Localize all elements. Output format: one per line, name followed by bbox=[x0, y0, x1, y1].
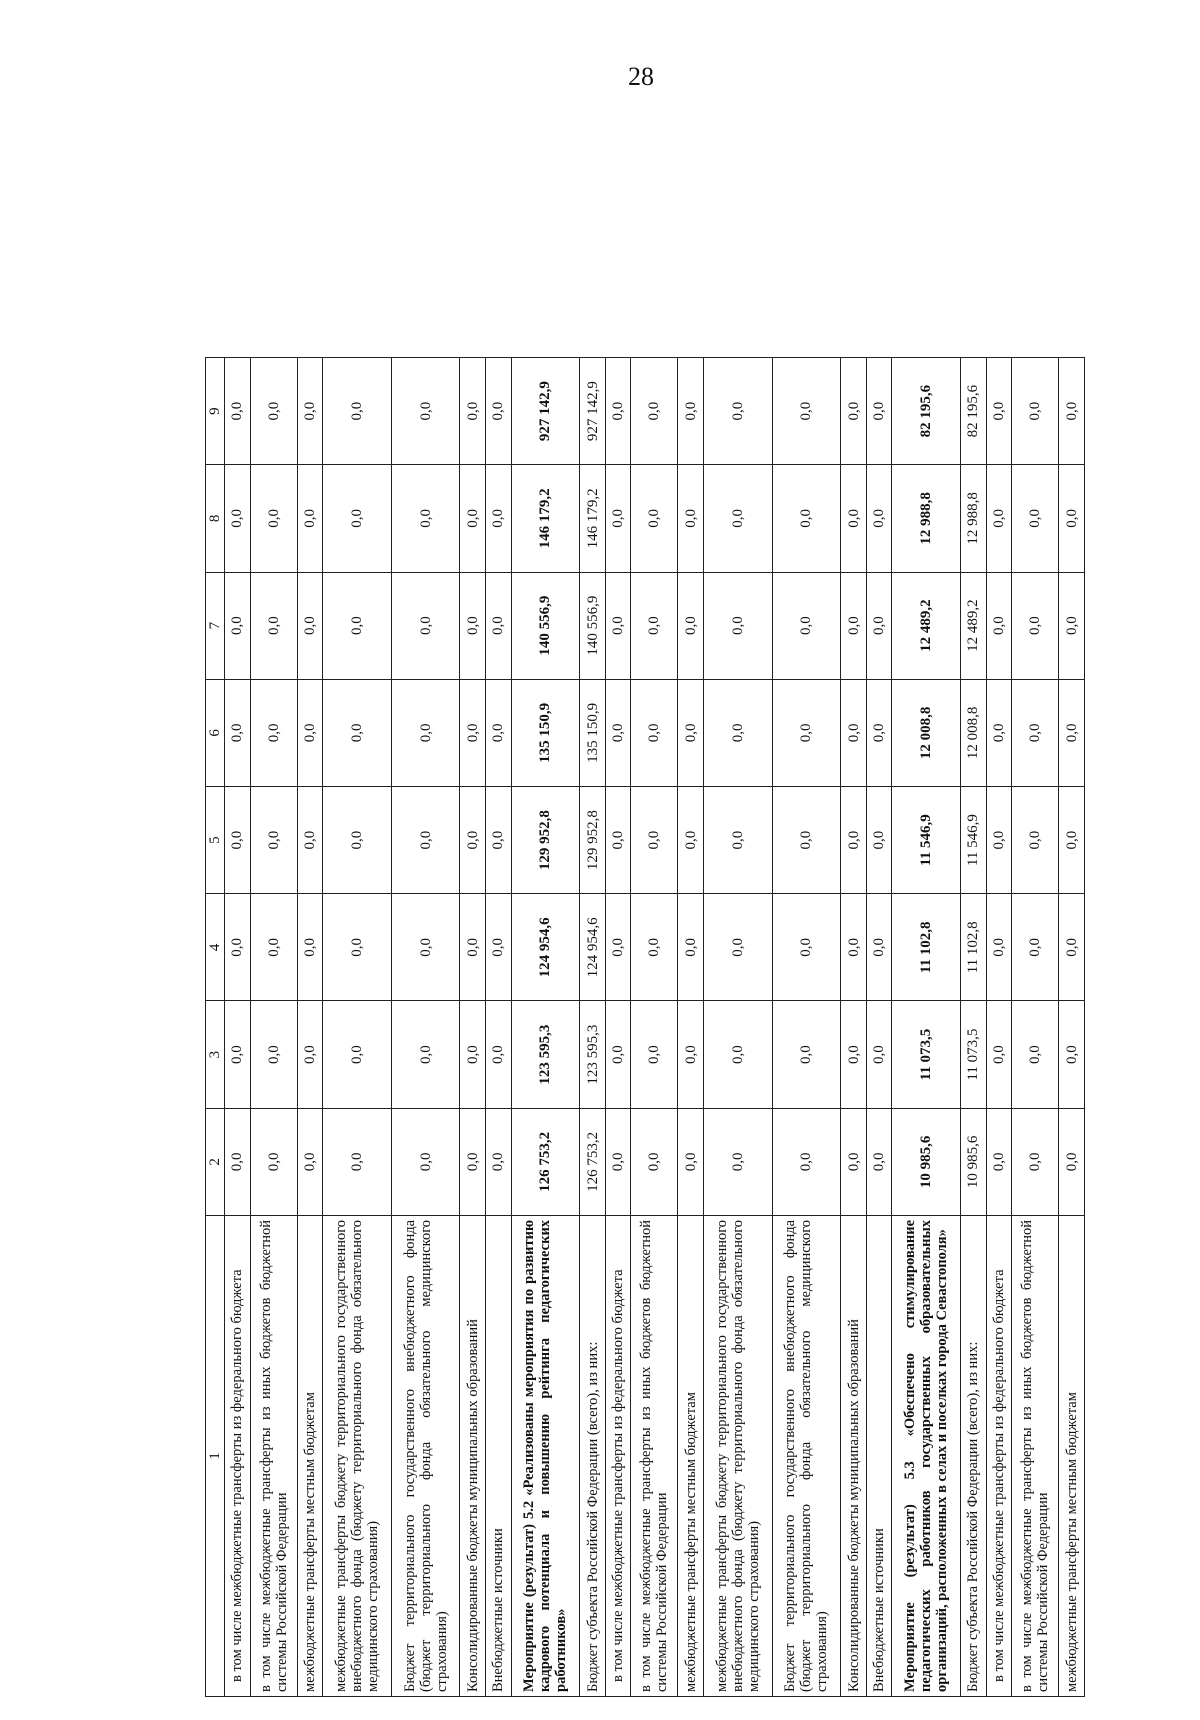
value-cell-col-4: 0,0 bbox=[605, 894, 631, 1001]
value-cell-col-2: 0,0 bbox=[772, 1108, 841, 1215]
column-header-4: 4 bbox=[206, 894, 225, 1001]
value-cell-col-6: 0,0 bbox=[605, 679, 631, 786]
table-row bbox=[323, 358, 392, 1697]
value-cell-col-2: 0,0 bbox=[841, 1108, 867, 1215]
value-cell-col-4: 0,0 bbox=[460, 894, 486, 1001]
value-cell-col-3: 0,0 bbox=[772, 1001, 841, 1108]
value-cell-col-4: 0,0 bbox=[772, 894, 841, 1001]
value-cell-col-5: 0,0 bbox=[486, 787, 512, 894]
value-cell-col-6: 0,0 bbox=[460, 679, 486, 786]
value-cell-col-9: 82 195,6 bbox=[961, 358, 987, 465]
value-cell-col-4: 124 954,6 bbox=[580, 894, 606, 1001]
column-header-5: 5 bbox=[206, 787, 225, 894]
column-header-8: 8 bbox=[206, 465, 225, 572]
value-cell-col-8: 12 988,8 bbox=[961, 465, 987, 572]
row-label: в том числе межбюджетные трансферты из федерального бюджета bbox=[225, 1215, 251, 1696]
column-header-9: 9 bbox=[206, 358, 225, 465]
value-cell-col-2: 10 985,6 bbox=[961, 1108, 987, 1215]
value-cell-col-4: 0,0 bbox=[1059, 894, 1085, 1001]
row-label: межбюджетные трансферты бюджету территориального государственного внебюджетного фонда (бюджету территориального фонда обязательного медицинского страхования) bbox=[323, 1215, 392, 1696]
value-cell-col-6: 12 008,8 bbox=[892, 679, 961, 786]
value-cell-col-4: 0,0 bbox=[1012, 894, 1059, 1001]
value-cell-col-9: 0,0 bbox=[841, 358, 867, 465]
value-cell-col-2: 0,0 bbox=[250, 1108, 297, 1215]
value-cell-col-5: 0,0 bbox=[225, 787, 251, 894]
table-row bbox=[486, 358, 512, 1697]
table-row bbox=[704, 358, 773, 1697]
value-cell-col-5: 0,0 bbox=[1012, 787, 1059, 894]
value-cell-col-2: 0,0 bbox=[631, 1108, 678, 1215]
value-cell-col-6: 0,0 bbox=[391, 679, 460, 786]
value-cell-col-7: 0,0 bbox=[1059, 572, 1085, 679]
column-header-3: 3 bbox=[206, 1001, 225, 1108]
row-label: Консолидированные бюджеты муниципальных образований bbox=[841, 1215, 867, 1696]
table-row bbox=[841, 358, 867, 1697]
value-cell-col-5: 0,0 bbox=[704, 787, 773, 894]
value-cell-col-5: 129 952,8 bbox=[511, 787, 580, 894]
value-cell-col-4: 0,0 bbox=[323, 894, 392, 1001]
value-cell-col-7: 140 556,9 bbox=[580, 572, 606, 679]
table-row bbox=[460, 358, 486, 1697]
value-cell-col-6: 0,0 bbox=[1059, 679, 1085, 786]
row-label: Бюджет субъекта Российской Федерации (всего), из них: bbox=[961, 1215, 987, 1696]
value-cell-col-2: 0,0 bbox=[678, 1108, 704, 1215]
table-row bbox=[225, 358, 251, 1697]
value-cell-col-3: 123 595,3 bbox=[511, 1001, 580, 1108]
value-cell-col-8: 0,0 bbox=[678, 465, 704, 572]
value-cell-col-7: 0,0 bbox=[678, 572, 704, 679]
row-label: в том числе межбюджетные трансферты из федерального бюджета bbox=[986, 1215, 1012, 1696]
value-cell-col-4: 11 102,8 bbox=[961, 894, 987, 1001]
value-cell-col-4: 124 954,6 bbox=[511, 894, 580, 1001]
value-cell-col-7: 140 556,9 bbox=[511, 572, 580, 679]
value-cell-col-9: 0,0 bbox=[704, 358, 773, 465]
value-cell-col-3: 123 595,3 bbox=[580, 1001, 606, 1108]
value-cell-col-9: 0,0 bbox=[391, 358, 460, 465]
value-cell-col-3: 0,0 bbox=[391, 1001, 460, 1108]
value-cell-col-8: 0,0 bbox=[866, 465, 892, 572]
value-cell-col-5: 0,0 bbox=[250, 787, 297, 894]
value-cell-col-8: 0,0 bbox=[391, 465, 460, 572]
value-cell-col-3: 0,0 bbox=[678, 1001, 704, 1108]
value-cell-col-2: 126 753,2 bbox=[511, 1108, 580, 1215]
value-cell-col-8: 0,0 bbox=[605, 465, 631, 572]
value-cell-col-7: 12 489,2 bbox=[892, 572, 961, 679]
value-cell-col-9: 0,0 bbox=[678, 358, 704, 465]
value-cell-col-7: 0,0 bbox=[391, 572, 460, 679]
value-cell-col-3: 0,0 bbox=[486, 1001, 512, 1108]
value-cell-col-7: 0,0 bbox=[297, 572, 323, 679]
value-cell-col-5: 11 546,9 bbox=[892, 787, 961, 894]
value-cell-col-2: 0,0 bbox=[1012, 1108, 1059, 1215]
value-cell-col-3: 0,0 bbox=[704, 1001, 773, 1108]
value-cell-col-5: 0,0 bbox=[772, 787, 841, 894]
value-cell-col-8: 0,0 bbox=[704, 465, 773, 572]
row-label: Внебюджетные источники bbox=[866, 1215, 892, 1696]
table-row bbox=[631, 358, 678, 1697]
value-cell-col-7: 0,0 bbox=[605, 572, 631, 679]
value-cell-col-9: 927 142,9 bbox=[511, 358, 580, 465]
value-cell-col-9: 0,0 bbox=[631, 358, 678, 465]
value-cell-col-9: 0,0 bbox=[866, 358, 892, 465]
budget-table-rotated bbox=[205, 357, 1085, 1697]
value-cell-col-8: 0,0 bbox=[841, 465, 867, 572]
value-cell-col-4: 0,0 bbox=[391, 894, 460, 1001]
table-row bbox=[961, 358, 987, 1697]
value-cell-col-3: 0,0 bbox=[866, 1001, 892, 1108]
row-label: в том числе межбюджетные трансферты из иных бюджетов бюджетной системы Российской Федерации bbox=[631, 1215, 678, 1696]
value-cell-col-7: 0,0 bbox=[1012, 572, 1059, 679]
row-label: в том числе межбюджетные трансферты из иных бюджетов бюджетной системы Российской Федерации bbox=[1012, 1215, 1059, 1696]
value-cell-col-2: 0,0 bbox=[605, 1108, 631, 1215]
value-cell-col-9: 0,0 bbox=[250, 358, 297, 465]
row-label: межбюджетные трансферты местным бюджетам bbox=[297, 1215, 323, 1696]
table-row bbox=[391, 358, 460, 1697]
row-label: Бюджет субъекта Российской Федерации (всего), из них: bbox=[580, 1215, 606, 1696]
value-cell-col-6: 0,0 bbox=[297, 679, 323, 786]
header-row bbox=[206, 358, 225, 1697]
value-cell-col-8: 0,0 bbox=[323, 465, 392, 572]
table-row bbox=[678, 358, 704, 1697]
row-label: Внебюджетные источники bbox=[486, 1215, 512, 1696]
value-cell-col-9: 0,0 bbox=[986, 358, 1012, 465]
row-label: межбюджетные трансферты местным бюджетам bbox=[1059, 1215, 1085, 1696]
value-cell-col-7: 0,0 bbox=[225, 572, 251, 679]
value-cell-col-5: 0,0 bbox=[986, 787, 1012, 894]
value-cell-col-5: 0,0 bbox=[678, 787, 704, 894]
column-header-2: 2 bbox=[206, 1108, 225, 1215]
value-cell-col-6: 0,0 bbox=[250, 679, 297, 786]
table-row bbox=[580, 358, 606, 1697]
value-cell-col-7: 0,0 bbox=[841, 572, 867, 679]
value-cell-col-7: 12 489,2 bbox=[961, 572, 987, 679]
row-label: межбюджетные трансферты местным бюджетам bbox=[678, 1215, 704, 1696]
value-cell-col-3: 0,0 bbox=[250, 1001, 297, 1108]
value-cell-col-4: 0,0 bbox=[704, 894, 773, 1001]
value-cell-col-6: 0,0 bbox=[866, 679, 892, 786]
value-cell-col-5: 0,0 bbox=[841, 787, 867, 894]
table-row bbox=[1012, 358, 1059, 1697]
table-row bbox=[986, 358, 1012, 1697]
value-cell-col-3: 0,0 bbox=[986, 1001, 1012, 1108]
value-cell-col-4: 0,0 bbox=[486, 894, 512, 1001]
value-cell-col-6: 135 150,9 bbox=[511, 679, 580, 786]
value-cell-col-3: 0,0 bbox=[297, 1001, 323, 1108]
value-cell-col-9: 82 195,6 bbox=[892, 358, 961, 465]
value-cell-col-5: 0,0 bbox=[297, 787, 323, 894]
value-cell-col-5: 0,0 bbox=[605, 787, 631, 894]
value-cell-col-5: 0,0 bbox=[866, 787, 892, 894]
value-cell-col-9: 0,0 bbox=[605, 358, 631, 465]
value-cell-col-2: 0,0 bbox=[460, 1108, 486, 1215]
table-row bbox=[892, 358, 961, 1697]
value-cell-col-8: 146 179,2 bbox=[580, 465, 606, 572]
row-label: в том числе межбюджетные трансферты из иных бюджетов бюджетной системы Российской Федерации bbox=[250, 1215, 297, 1696]
value-cell-col-7: 0,0 bbox=[323, 572, 392, 679]
value-cell-col-7: 0,0 bbox=[631, 572, 678, 679]
row-label: Бюджет территориального государственного внебюджетного фонда (бюджет территориального фонда обязательного медицинского страхования) bbox=[391, 1215, 460, 1696]
value-cell-col-4: 0,0 bbox=[297, 894, 323, 1001]
value-cell-col-3: 11 073,5 bbox=[961, 1001, 987, 1108]
value-cell-col-5: 0,0 bbox=[323, 787, 392, 894]
row-label: Мероприятие (результат) 5.3 «Обеспечено стимулирование педагогических работников государственных образовательных организаций, расположенных в селах и поселках города Севастополя» bbox=[892, 1215, 961, 1696]
value-cell-col-6: 0,0 bbox=[631, 679, 678, 786]
row-label: Мероприятие (результат) 5.2 «Реализованы мероприятия по развитию кадрового потенциала и повышению рейтинга педагогических работников» bbox=[511, 1215, 580, 1696]
value-cell-col-8: 146 179,2 bbox=[511, 465, 580, 572]
value-cell-col-3: 0,0 bbox=[1059, 1001, 1085, 1108]
value-cell-col-9: 0,0 bbox=[1012, 358, 1059, 465]
value-cell-col-9: 0,0 bbox=[323, 358, 392, 465]
value-cell-col-2: 0,0 bbox=[486, 1108, 512, 1215]
row-label: в том числе межбюджетные трансферты из федерального бюджета bbox=[605, 1215, 631, 1696]
value-cell-col-9: 0,0 bbox=[1059, 358, 1085, 465]
value-cell-col-6: 0,0 bbox=[772, 679, 841, 786]
value-cell-col-2: 0,0 bbox=[225, 1108, 251, 1215]
value-cell-col-8: 0,0 bbox=[297, 465, 323, 572]
table-row bbox=[1059, 358, 1085, 1697]
value-cell-col-6: 0,0 bbox=[841, 679, 867, 786]
value-cell-col-9: 0,0 bbox=[486, 358, 512, 465]
value-cell-col-6: 0,0 bbox=[486, 679, 512, 786]
value-cell-col-3: 0,0 bbox=[225, 1001, 251, 1108]
value-cell-col-4: 0,0 bbox=[986, 894, 1012, 1001]
value-cell-col-2: 0,0 bbox=[704, 1108, 773, 1215]
column-header-1: 1 bbox=[206, 1215, 225, 1696]
value-cell-col-3: 0,0 bbox=[841, 1001, 867, 1108]
value-cell-col-7: 0,0 bbox=[250, 572, 297, 679]
value-cell-col-5: 0,0 bbox=[1059, 787, 1085, 894]
value-cell-col-3: 11 073,5 bbox=[892, 1001, 961, 1108]
table-row bbox=[511, 358, 580, 1697]
value-cell-col-3: 0,0 bbox=[631, 1001, 678, 1108]
value-cell-col-6: 0,0 bbox=[678, 679, 704, 786]
value-cell-col-5: 129 952,8 bbox=[580, 787, 606, 894]
page-number: 28 bbox=[628, 62, 654, 91]
value-cell-col-7: 0,0 bbox=[704, 572, 773, 679]
row-label: Консолидированные бюджеты муниципальных образований bbox=[460, 1215, 486, 1696]
value-cell-col-3: 0,0 bbox=[323, 1001, 392, 1108]
value-cell-col-4: 0,0 bbox=[841, 894, 867, 1001]
table-body bbox=[225, 358, 1085, 1697]
value-cell-col-7: 0,0 bbox=[772, 572, 841, 679]
value-cell-col-2: 0,0 bbox=[391, 1108, 460, 1215]
column-header-6: 6 bbox=[206, 679, 225, 786]
value-cell-col-6: 0,0 bbox=[1012, 679, 1059, 786]
value-cell-col-8: 0,0 bbox=[772, 465, 841, 572]
table-row bbox=[772, 358, 841, 1697]
value-cell-col-9: 927 142,9 bbox=[580, 358, 606, 465]
value-cell-col-2: 0,0 bbox=[323, 1108, 392, 1215]
value-cell-col-9: 0,0 bbox=[225, 358, 251, 465]
value-cell-col-3: 0,0 bbox=[460, 1001, 486, 1108]
value-cell-col-2: 0,0 bbox=[297, 1108, 323, 1215]
value-cell-col-6: 135 150,9 bbox=[580, 679, 606, 786]
value-cell-col-8: 0,0 bbox=[250, 465, 297, 572]
budget-table bbox=[205, 357, 1085, 1697]
value-cell-col-6: 12 008,8 bbox=[961, 679, 987, 786]
value-cell-col-9: 0,0 bbox=[460, 358, 486, 465]
value-cell-col-2: 0,0 bbox=[986, 1108, 1012, 1215]
value-cell-col-4: 0,0 bbox=[250, 894, 297, 1001]
value-cell-col-2: 126 753,2 bbox=[580, 1108, 606, 1215]
value-cell-col-8: 0,0 bbox=[986, 465, 1012, 572]
value-cell-col-9: 0,0 bbox=[772, 358, 841, 465]
value-cell-col-4: 11 102,8 bbox=[892, 894, 961, 1001]
value-cell-col-6: 0,0 bbox=[986, 679, 1012, 786]
value-cell-col-7: 0,0 bbox=[486, 572, 512, 679]
value-cell-col-6: 0,0 bbox=[323, 679, 392, 786]
value-cell-col-8: 0,0 bbox=[1012, 465, 1059, 572]
value-cell-col-5: 0,0 bbox=[391, 787, 460, 894]
value-cell-col-9: 0,0 bbox=[297, 358, 323, 465]
value-cell-col-4: 0,0 bbox=[866, 894, 892, 1001]
value-cell-col-8: 0,0 bbox=[486, 465, 512, 572]
value-cell-col-4: 0,0 bbox=[631, 894, 678, 1001]
value-cell-col-7: 0,0 bbox=[460, 572, 486, 679]
value-cell-col-4: 0,0 bbox=[225, 894, 251, 1001]
value-cell-col-7: 0,0 bbox=[866, 572, 892, 679]
value-cell-col-4: 0,0 bbox=[678, 894, 704, 1001]
value-cell-col-8: 12 988,8 bbox=[892, 465, 961, 572]
value-cell-col-5: 0,0 bbox=[631, 787, 678, 894]
table-row bbox=[297, 358, 323, 1697]
column-header-7: 7 bbox=[206, 572, 225, 679]
value-cell-col-8: 0,0 bbox=[460, 465, 486, 572]
value-cell-col-2: 0,0 bbox=[1059, 1108, 1085, 1215]
value-cell-col-8: 0,0 bbox=[1059, 465, 1085, 572]
table-row bbox=[605, 358, 631, 1697]
value-cell-col-8: 0,0 bbox=[225, 465, 251, 572]
value-cell-col-7: 0,0 bbox=[986, 572, 1012, 679]
table-row bbox=[250, 358, 297, 1697]
value-cell-col-6: 0,0 bbox=[704, 679, 773, 786]
row-label: межбюджетные трансферты бюджету территориального государственного внебюджетного фонда (бюджету территориального фонда обязательного медицинского страхования) bbox=[704, 1215, 773, 1696]
row-label: Бюджет территориального государственного внебюджетного фонда (бюджет территориального фонда обязательного медицинского страхования) bbox=[772, 1215, 841, 1696]
value-cell-col-5: 11 546,9 bbox=[961, 787, 987, 894]
value-cell-col-8: 0,0 bbox=[631, 465, 678, 572]
value-cell-col-6: 0,0 bbox=[225, 679, 251, 786]
value-cell-col-2: 10 985,6 bbox=[892, 1108, 961, 1215]
table-row bbox=[866, 358, 892, 1697]
value-cell-col-3: 0,0 bbox=[1012, 1001, 1059, 1108]
value-cell-col-2: 0,0 bbox=[866, 1108, 892, 1215]
value-cell-col-5: 0,0 bbox=[460, 787, 486, 894]
value-cell-col-3: 0,0 bbox=[605, 1001, 631, 1108]
